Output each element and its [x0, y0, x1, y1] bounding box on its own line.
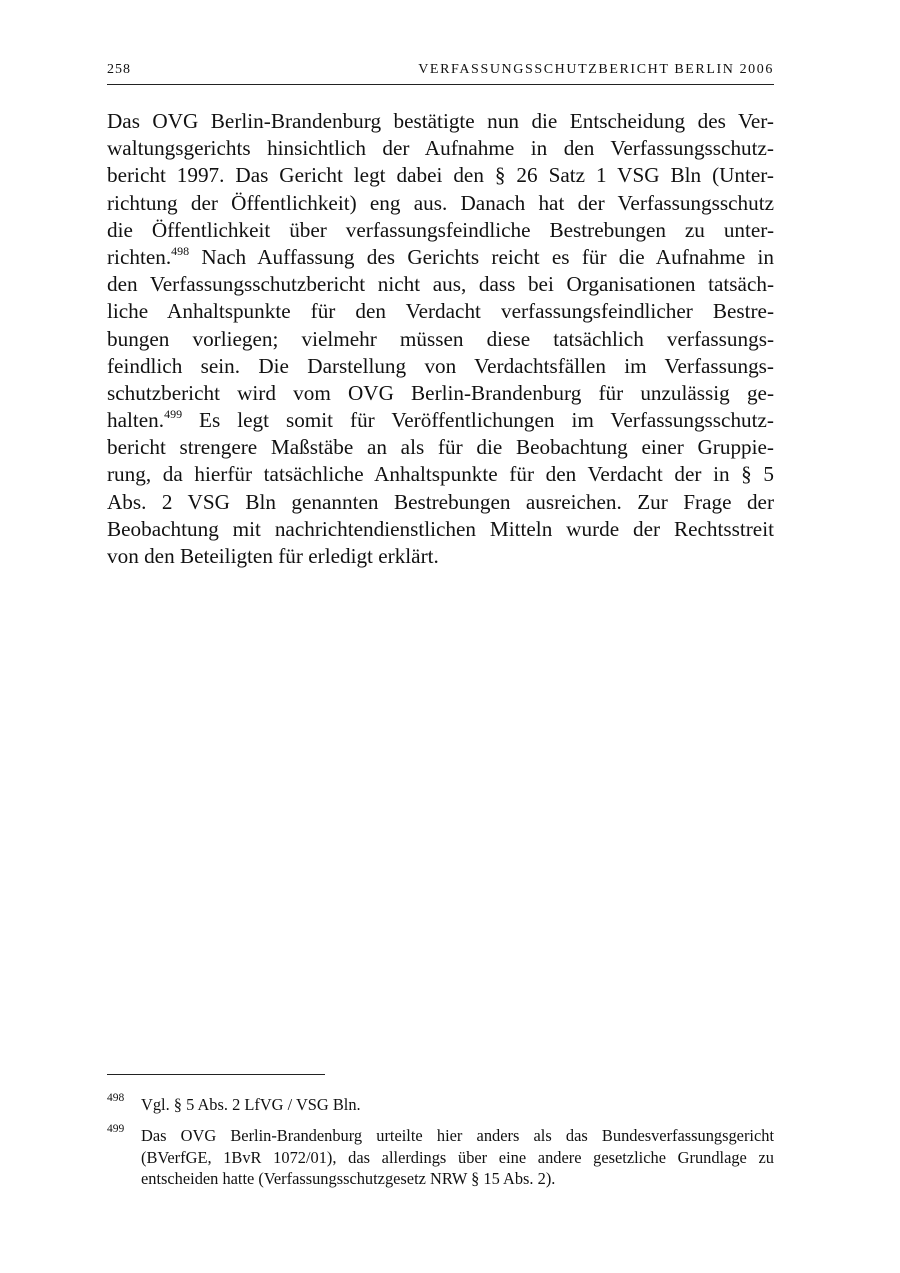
body-line: rung, da hierfür tatsächliche Anhaltspunkte für den Verdacht der in § 5	[107, 462, 774, 487]
body-line: Beobachtung mit nachrichtendienstlichen Mitteln wurde der Rechtsstreit	[107, 516, 774, 541]
body-line: liche Anhaltspunkte für den Verdacht verfassungsfeindlicher Bestre-	[107, 299, 774, 324]
body-line-text: Es legt somit für Veröffentlichungen im Verfassungsschutz-	[182, 408, 774, 433]
page-header	[107, 62, 774, 85]
running-title: VERFASSUNGSSCHUTZBERICHT BERLIN 2006	[418, 62, 774, 77]
footnote-line: Das OVG Berlin-Brandenburg urteilte hier anders als das Bundesverfassungsgericht	[141, 1126, 774, 1145]
footnote-line: (BVerfGE, 1BvR 1072/01), das allerdings über eine andere gesetzliche Grundlage zu	[141, 1147, 774, 1167]
body-line: richtung der Öffentlichkeit) eng aus. Danach hat der Verfassungsschutz	[107, 190, 774, 215]
body-line: die Öffentlichkeit über verfassungsfeindliche Bestrebungen zu unter-	[107, 217, 774, 242]
footnote-line: entscheiden hatte (Verfassungsschutzgesetz NRW § 15 Abs. 2).	[141, 1169, 556, 1188]
body-line: bungen vorliegen; vielmehr müssen diese tatsächlich verfassungs-	[107, 326, 774, 351]
body-line-text: richten.	[107, 244, 172, 269]
body-line: schutzbericht wird vom OVG Berlin-Brandenburg für unzulässig ge-	[107, 380, 774, 405]
page-number: 258	[107, 62, 131, 77]
body-line: bericht strengere Maßstäbe an als für die Beobachtung einer Gruppie-	[107, 435, 774, 460]
footnote-number: 499	[107, 1123, 125, 1135]
footnote-divider	[107, 1074, 325, 1075]
footnote-text	[141, 1125, 774, 1190]
footnote-reference-498[interactable]: 498	[171, 243, 190, 258]
body-line: waltungsgerichts hinsichtlich der Aufnahme in den Verfassungsschutz-	[107, 136, 774, 161]
body-line	[107, 244, 774, 271]
body-line: den Verfassungsschutzbericht nicht aus, dass bei Organisationen tatsäch-	[107, 272, 774, 297]
footnote-498	[107, 1094, 774, 1116]
footnote-text	[141, 1094, 774, 1116]
footnote-reference-499[interactable]: 499	[164, 407, 183, 422]
footnote-number: 498	[107, 1092, 125, 1104]
body-line	[107, 407, 774, 434]
body-line-text: halten.	[107, 408, 165, 433]
footnote-line: Vgl. § 5 Abs. 2 LfVG / VSG Bln.	[141, 1095, 361, 1114]
body-line: bericht 1997. Das Gericht legt dabei den § 26 Satz 1 VSG Bln (Unter-	[107, 163, 774, 188]
body-line: Das OVG Berlin-Brandenburg bestätigte nun die Entscheidung des Ver-	[107, 109, 774, 133]
body-line: von den Beteiligten für erledigt erklärt.	[107, 544, 439, 568]
footnote-499	[107, 1125, 774, 1190]
body-line: Abs. 2 VSG Bln genannten Bestrebungen ausreichen. Zur Frage der	[107, 489, 774, 514]
body-paragraph	[107, 108, 774, 570]
body-line: feindlich sein. Die Darstellung von Verdachtsfällen im Verfassungs-	[107, 353, 774, 378]
body-line-text: Nach Auffassung des Gerichts reicht es für die Aufnahme in	[189, 244, 774, 269]
